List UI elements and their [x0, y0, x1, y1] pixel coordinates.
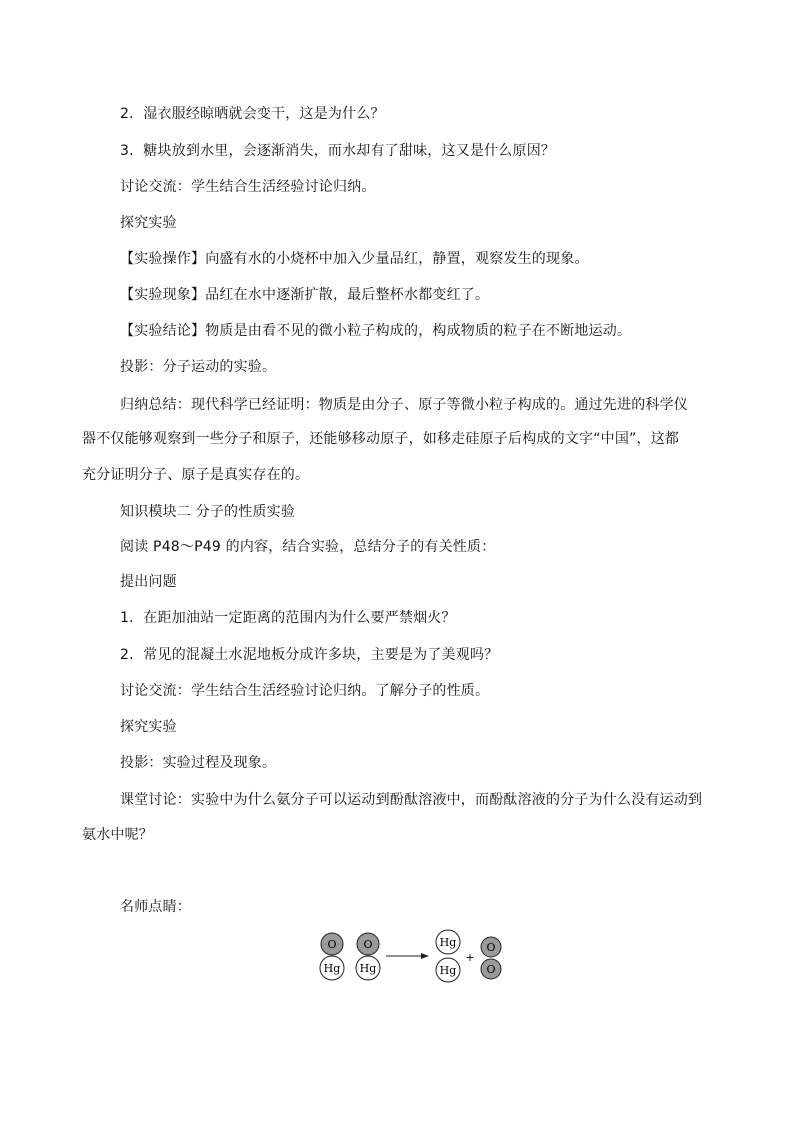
- class-discussion-line-1: 课堂讨论：实验中为什么氨分子可以运动到酚酞溶液中，而酚酞溶液的分子为什么没有运动到: [120, 792, 703, 808]
- oxygen-atom-label: O: [486, 941, 496, 954]
- discussion-text-2: 讨论交流：学生结合生活经验讨论归纳。了解分子的性质。: [120, 683, 490, 699]
- summary-line-1: 归纳总结：现代科学已经证明：物质是由分子、原子等微小粒子构成的。通过先进的科学仪: [120, 397, 688, 413]
- class-discussion-line-2: 氨水中呢？: [82, 827, 153, 843]
- oxygen-molecule-product: [481, 937, 501, 979]
- mercury-oxide-molecule-2: [356, 933, 380, 980]
- reading-instruction: 阅读 P48～P49 的内容，结合实验，总结分子的有关性质：: [120, 539, 496, 555]
- mercury-atom-label: Hg: [439, 964, 457, 977]
- section-heading-explore: 探究实验: [120, 215, 177, 231]
- summary-line-2: 器不仅能够观察到一些分子和原子，还能够移动原子，如移走硅原子后构成的文字“中国”，这都: [82, 431, 680, 447]
- question-1-text: 1．在距加油站一定距离的范围内为什么要严禁烟火？: [120, 610, 456, 626]
- oxygen-atom-label: O: [327, 938, 337, 951]
- mercury-atom-label: Hg: [323, 962, 341, 975]
- mercury-atom-label: Hg: [359, 962, 377, 975]
- oxygen-atom-label: O: [363, 938, 373, 951]
- plus-sign: +: [465, 951, 475, 964]
- oxygen-atom-label: O: [486, 963, 496, 976]
- question-2b-text: 2．常见的混凝土水泥地板分成许多块，主要是为了美观吗？: [120, 647, 499, 663]
- question-3-text: 3．糖块放到水里，会逐渐消失，而水却有了甜味，这又是什么原因？: [120, 143, 556, 159]
- projection-text: 投影：分子运动的实验。: [120, 359, 277, 375]
- mercury-atom-label: Hg: [439, 936, 457, 949]
- mercury-oxide-decomposition-diagram: [300, 922, 510, 986]
- section-heading-explore-2: 探究实验: [120, 719, 177, 735]
- teacher-tip-label: 名师点睛：: [120, 899, 191, 915]
- experiment-phenomenon-text: 【实验现象】品红在水中逐渐扩散，最后整杯水都变红了。: [120, 287, 490, 303]
- projection-text-2: 投影：实验过程及现象。: [120, 755, 277, 771]
- mercury-atoms-product: [436, 930, 460, 982]
- summary-line-3: 充分证明分子、原子是真实存在的。: [82, 467, 310, 483]
- module-heading: 知识模块二 分子的性质实验: [120, 504, 296, 520]
- experiment-operation-text: 【实验操作】向盛有水的小烧杯中加入少量品红，静置，观察发生的现象。: [120, 251, 589, 267]
- mercury-oxide-molecule-1: [320, 933, 344, 980]
- question-2-text: 2．湿衣服经晾晒就会变干，这是为什么？: [120, 106, 385, 122]
- section-heading-questions: 提出问题: [120, 574, 177, 590]
- discussion-text: 讨论交流：学生结合生活经验讨论归纳。: [120, 179, 376, 195]
- experiment-conclusion-text: 【实验结论】物质是由看不见的微小粒子构成的，构成物质的粒子在不断地运动。: [120, 323, 632, 339]
